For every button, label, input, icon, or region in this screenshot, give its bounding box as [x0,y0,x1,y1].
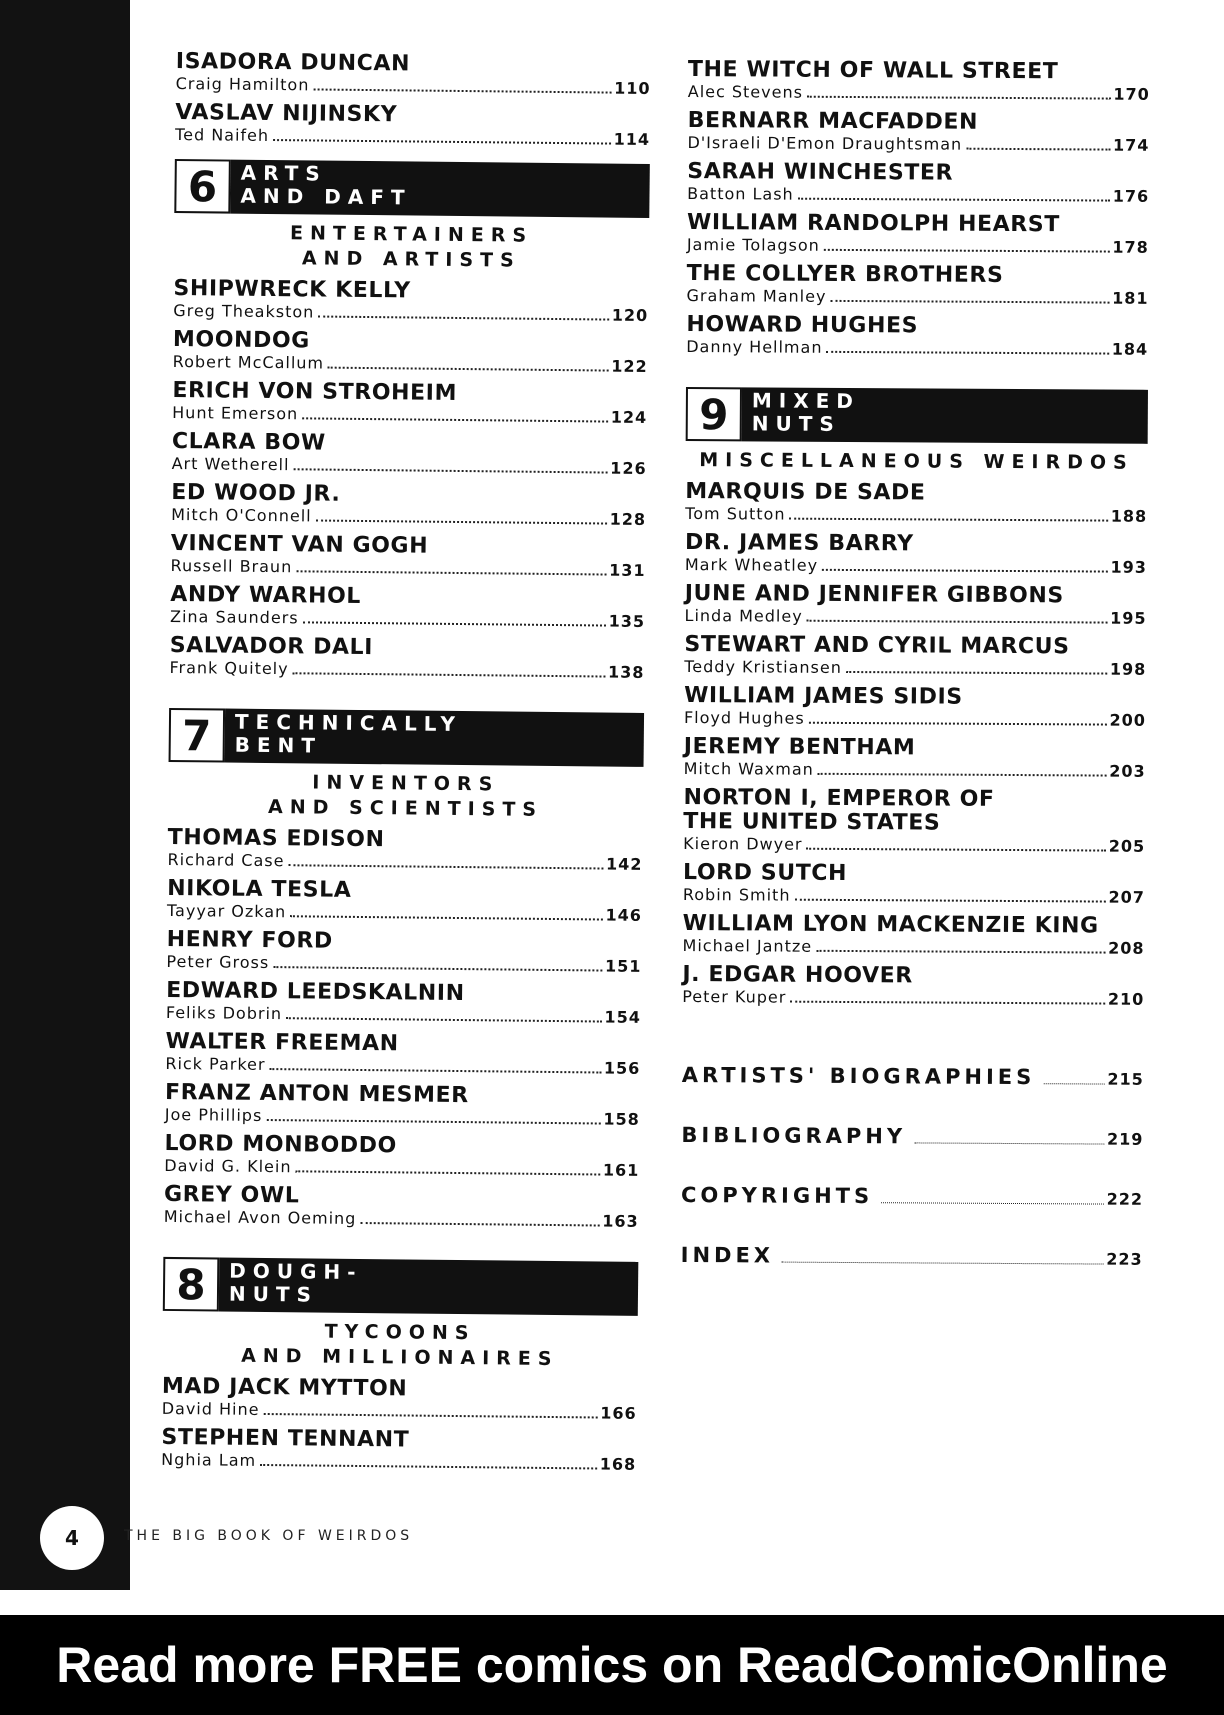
dot-leader [293,672,605,677]
chapter-subtitle: MISCELLANEOUS WEIRDOS [699,449,1134,474]
entry-author: Mitch Waxman [683,758,814,779]
entry-byline [175,125,650,150]
entry-title: THOMAS EDISON [167,824,385,853]
entry-byline [685,606,1147,629]
toc-entry[interactable] [172,430,647,479]
entry-byline [685,555,1147,578]
chapter-title-line: ARTS [240,160,327,186]
toc-entry[interactable] [166,928,641,977]
toc-entry[interactable] [173,328,648,377]
entry-author: Nghia Lam [161,1449,257,1470]
entry-byline [171,505,646,530]
dot-leader [273,966,602,971]
entry-title: MARQUIS DE SADE [685,478,926,506]
entry-author: Mitch O'Connell [171,504,312,526]
entry-title: THE COLLYER BROTHERS [686,260,1004,288]
toc-entry[interactable] [685,582,1147,629]
entry-title: WILLIAM JAMES SIDIS [684,682,963,710]
entry-page-number: 126 [610,458,647,478]
back-matter-entry[interactable] [681,1183,1143,1210]
toc-entry[interactable] [165,1081,640,1130]
toc-entry[interactable] [684,684,1146,731]
chapter-number: 6 [174,159,231,214]
entry-title: ERICH VON STROHEIM [172,377,458,406]
dot-leader [303,621,606,626]
entry-byline [164,1156,639,1181]
entry-byline [686,286,1148,309]
toc-entry[interactable] [161,1426,636,1475]
toc-entry[interactable] [683,912,1145,959]
back-matter-entry[interactable] [682,1063,1144,1090]
dot-leader [806,848,1105,852]
chapter-number: 9 [686,387,742,441]
entry-title: WILLIAM RANDOLPH HEARST [686,209,1060,238]
entry-page-number: 210 [1107,989,1145,1009]
toc-entry[interactable] [683,861,1145,908]
toc-entry[interactable] [166,979,641,1028]
entry-byline [170,607,645,632]
chapter-subtitle: AND ARTISTS [301,247,521,272]
entry-title: ED WOOD JR. [171,479,341,507]
entry-byline [170,556,645,581]
entry-byline [166,952,641,977]
dot-leader [313,88,611,93]
entry-page-number: 156 [603,1058,641,1078]
entry-author: Robert McCallum [172,351,325,373]
chapter-subtitle: AND MILLIONAIRES [241,1344,559,1371]
chapter-title [225,709,645,767]
toc-entry[interactable] [688,58,1150,105]
entry-byline [686,337,1148,360]
entry-byline [683,936,1145,959]
entry-title: GREY OWL [163,1181,300,1209]
entry-byline [683,834,1145,857]
toc-entry[interactable] [687,109,1149,156]
dot-leader [809,722,1107,726]
chapter-subtitle: TYCOONS [324,1320,476,1345]
back-matter-page: 215 [1107,1069,1144,1089]
entry-title: JEREMY BENTHAM [683,733,916,761]
entry-page-number: 178 [1112,237,1149,257]
entry-page-number: 176 [1112,186,1150,206]
toc-entry[interactable] [170,583,645,632]
toc-entry[interactable] [685,531,1147,578]
dot-leader [816,950,1105,954]
entry-byline [684,759,1146,782]
back-matter-list [681,1063,1144,1270]
toc-entry[interactable] [162,1375,637,1424]
toc-entry[interactable] [686,313,1148,360]
entry-author: Tayyar Ozkan [166,900,287,922]
dot-leader [822,569,1107,573]
entry-byline [684,657,1146,680]
dot-leader [302,417,608,422]
toc-entry[interactable] [164,1183,639,1232]
chapter-subtitle: INVENTORS [312,771,500,796]
entry-title: FRANZ ANTON MESMER [164,1079,469,1109]
toc-entry[interactable] [165,1030,640,1079]
entry-byline [165,1105,640,1130]
dot-leader [914,1142,1104,1144]
toc-entry[interactable] [687,211,1149,258]
entry-byline [687,235,1149,258]
entry-author: Feliks Dobrin [165,1002,283,1024]
dot-leader [789,518,1107,522]
dot-leader [269,1068,600,1073]
dot-leader [794,899,1105,903]
entry-page-number: 138 [608,662,645,682]
entry-title: LORD MONBODDO [164,1130,397,1159]
chapter-title-line: DOUGH- [229,1258,363,1285]
promo-banner[interactable] [0,1615,1224,1715]
dot-leader [263,1413,597,1418]
entry-byline [687,184,1149,207]
entry-byline [166,1003,641,1028]
entry-title: MOONDOG [172,326,311,354]
dot-leader [266,1119,600,1124]
entry-byline [682,987,1144,1010]
dot-leader [296,570,606,575]
entry-title: HOWARD HUGHES [686,311,919,339]
entry-title: HENRY FORD [166,926,333,954]
entry-byline [176,74,651,99]
toc-entry[interactable] [176,50,651,99]
entry-page-number: 120 [611,305,649,325]
entry-byline [164,1207,639,1232]
chapter-header [174,159,650,218]
toc-entry[interactable] [682,963,1144,1010]
dot-leader [260,1464,597,1470]
toc-entry[interactable] [685,480,1147,527]
chapter-title [230,160,650,218]
entry-title: THE UNITED STATES [683,808,941,836]
entry-page-number: 205 [1108,836,1146,856]
entry-page-number: 181 [1112,288,1149,308]
entry-byline [172,403,647,428]
entry-author: Batton Lash [687,183,794,204]
toc-entry[interactable] [164,1132,639,1181]
entry-author: Hunt Emerson [172,402,299,424]
entry-page-number: 110 [614,78,651,98]
chapter-title-line: NUTS [228,1281,319,1307]
dot-leader [824,249,1110,253]
dot-leader [830,300,1109,304]
back-matter-page: 223 [1106,1249,1143,1269]
toc-entry[interactable] [173,277,648,326]
toc-entry[interactable] [170,532,645,581]
entry-group [686,58,1150,360]
entry-title: LORD SUTCH [682,859,848,886]
toc-entry[interactable] [169,634,644,683]
entry-byline [685,504,1147,527]
toc-entry[interactable] [687,160,1149,207]
dot-leader [288,864,603,869]
chapter-8-block [161,1257,638,1475]
entry-author: Graham Manley [686,285,827,306]
entry-title: SALVADOR DALI [169,632,374,661]
entry-title: CLARA BOW [171,428,326,456]
entry-author: Peter Kuper [682,986,787,1007]
page-number-circle [40,1506,104,1570]
chapter-subtitle: ENTERTAINERS [289,222,534,247]
entry-author: Alec Stevens [687,81,804,102]
entry-group [175,50,651,150]
back-matter-entry[interactable] [681,1243,1143,1270]
entry-title: NIKOLA TESLA [167,875,352,903]
dot-leader [293,468,607,473]
entry-page-number: 193 [1110,557,1147,577]
chapter-title-line: BENT [234,732,323,758]
toc-entry[interactable] [684,735,1146,782]
entry-author: Mark Wheatley [684,554,819,575]
page-number: 4 [65,1526,79,1550]
toc-entry[interactable] [684,633,1146,680]
entry-author: Michael Avon Oeming [163,1206,357,1228]
entry-author: Russell Braun [170,555,293,577]
entry-page-number: 166 [600,1403,637,1423]
entry-author: David G. Klein [164,1155,292,1177]
entry-title: STEWART AND CYRIL MARCUS [684,631,1070,660]
entry-title: JUNE AND JENNIFER GIBBONS [684,580,1064,609]
entry-title: DR. JAMES BARRY [684,529,914,557]
dot-leader [807,96,1110,100]
black-spine [0,0,130,1590]
dot-leader [807,620,1107,624]
entry-page-number: 135 [608,611,646,631]
entry-author: Teddy Kristiansen [684,656,842,677]
chapter-7-block [164,708,644,1232]
entry-author: David Hine [161,1398,260,1419]
chapter-title-line: AND DAFT [240,183,412,210]
entry-author: Greg Theakston [173,300,315,322]
dot-leader [286,1017,601,1022]
toc-entry[interactable] [167,826,642,875]
entry-byline [167,850,642,875]
entry-byline [169,658,644,683]
dot-leader [818,773,1106,777]
running-title: THE BIG BOOK OF WEIRDOS [124,1528,414,1544]
chapter-title-line: NUTS [751,411,841,436]
entry-author: Danny Hellman [686,336,823,357]
entry-page-number: 158 [603,1109,640,1129]
chapter-header [163,1257,639,1316]
entry-title: MAD JACK MYTTON [161,1373,408,1402]
entry-title: EDWARD LEEDSKALNIN [166,977,465,1007]
dot-leader [360,1222,599,1227]
entry-title: ISADORA DUNCAN [175,49,411,77]
entry-page-number: 203 [1109,761,1146,781]
dot-leader [790,1001,1104,1005]
entry-author: Joe Phillips [164,1104,263,1125]
chapter-number: 7 [169,708,226,763]
entry-page-number: 207 [1108,887,1145,907]
toc-entry[interactable] [683,786,1145,857]
chapter-title-line: MIXED [751,388,861,414]
entry-title: STEPHEN TENNANT [161,1424,410,1453]
entry-author: Kieron Dwyer [683,833,803,854]
back-matter-label: COPYRIGHTS [680,1182,874,1209]
entry-byline [167,901,642,926]
dot-leader [798,198,1110,202]
entry-author: Robin Smith [682,884,791,905]
entry-title: SARAH WINCHESTER [687,158,954,186]
promo-banner-text: Read more FREE comics on ReadComicOnline [56,1637,1168,1693]
entry-byline [173,352,648,377]
entry-byline [684,708,1146,731]
entry-byline [161,1450,636,1475]
entry-page-number: 208 [1108,938,1145,958]
entry-author: Frank Quitely [169,657,289,679]
dot-leader [316,519,607,524]
back-matter-label: ARTISTS' BIOGRAPHIES [681,1062,1036,1090]
chapter-title [742,387,1148,443]
entry-page-number: 122 [611,356,648,376]
entry-title: NORTON I, EMPEROR OF [683,784,995,812]
toc-entry[interactable] [175,101,650,150]
entry-author: Art Wetherell [171,453,290,475]
dot-leader [273,139,611,145]
entry-byline [173,301,648,326]
entry-page-number: 168 [599,1454,637,1474]
dot-leader [826,351,1108,355]
dot-leader [881,1202,1103,1204]
entry-author: Rick Parker [165,1053,266,1074]
chapter-number: 8 [163,1257,220,1312]
dot-leader [782,1262,1103,1265]
entry-title: WALTER FREEMAN [165,1028,399,1057]
dot-leader [1043,1083,1104,1084]
dot-leader [290,915,602,920]
entry-page-number: 198 [1109,659,1147,679]
dot-leader [318,316,609,321]
entry-byline [162,1399,637,1424]
entry-page-number: 142 [605,854,643,874]
entry-author: Richard Case [167,849,285,871]
entry-title: BERNARR MACFADDEN [687,107,979,135]
chapter-9-block [682,387,1148,1010]
dot-leader [846,671,1107,675]
chapter-title [219,1258,639,1316]
back-matter-page: 219 [1106,1129,1144,1149]
entry-page-number: 200 [1109,710,1147,730]
entry-byline [688,82,1150,105]
entry-title: SHIPWRECK KELLY [173,275,411,304]
toc-entry[interactable] [686,262,1148,309]
dot-leader [328,367,608,372]
entry-page-number: 188 [1110,506,1148,526]
entry-page-number: 146 [605,905,643,925]
entry-page-number: 128 [609,509,647,529]
toc-entry[interactable] [171,481,646,530]
entry-byline [683,885,1145,908]
entry-title: VINCENT VAN GOGH [170,530,429,559]
entry-page-number: 163 [602,1211,639,1231]
entry-byline [165,1054,640,1079]
entry-page-number: 161 [602,1160,640,1180]
chapter-6-block [169,159,649,683]
chapter-header [169,708,645,767]
back-matter-entry[interactable] [681,1123,1143,1150]
back-matter-label: BIBLIOGRAPHY [681,1122,907,1149]
entry-page-number: 114 [613,129,651,149]
entry-author: Michael Jantze [682,935,813,956]
toc-entry[interactable] [167,877,642,926]
chapter-header [686,387,1148,444]
entry-byline [172,454,647,479]
entry-title: THE WITCH OF WALL STREET [687,57,1059,85]
dot-leader [966,148,1110,151]
chapter-title-line: TECHNICALLY [234,709,463,737]
entry-author: Peter Gross [166,951,270,973]
entry-author: Ted Naifeh [175,124,270,145]
entry-page-number: 195 [1110,608,1147,628]
toc-left-column [161,50,651,1482]
entry-page-number: 170 [1113,84,1150,104]
entry-author: Linda Medley [684,605,803,626]
entry-author: Tom Sutton [685,503,786,524]
entry-author: D'Israeli D'Emon Draughtsman [687,132,963,154]
entry-title: WILLIAM LYON MACKENZIE KING [682,910,1099,939]
entry-author: Jamie Tolagson [686,234,820,255]
dot-leader [295,1170,599,1175]
entry-page-number: 151 [604,956,642,976]
entry-author: Craig Hamilton [175,73,310,95]
entry-byline [687,133,1149,156]
back-matter-label: INDEX [680,1242,775,1268]
entry-title: J. EDGAR HOOVER [682,961,913,989]
entry-page-number: 154 [604,1007,641,1027]
entry-page-number: 124 [610,407,648,427]
entry-title: VASLAV NIJINSKY [175,99,398,128]
toc-entry[interactable] [172,379,647,428]
entry-page-number: 174 [1113,135,1150,155]
entry-title: ANDY WARHOL [170,581,362,609]
entry-page-number: 131 [609,560,646,580]
entry-page-number: 184 [1111,339,1149,359]
entry-author: Floyd Hughes [683,707,805,728]
back-matter-page: 222 [1106,1189,1144,1209]
toc-right-column [680,58,1150,1306]
chapter-subtitle: AND SCIENTISTS [267,796,544,821]
entry-author: Zina Saunders [169,606,299,628]
